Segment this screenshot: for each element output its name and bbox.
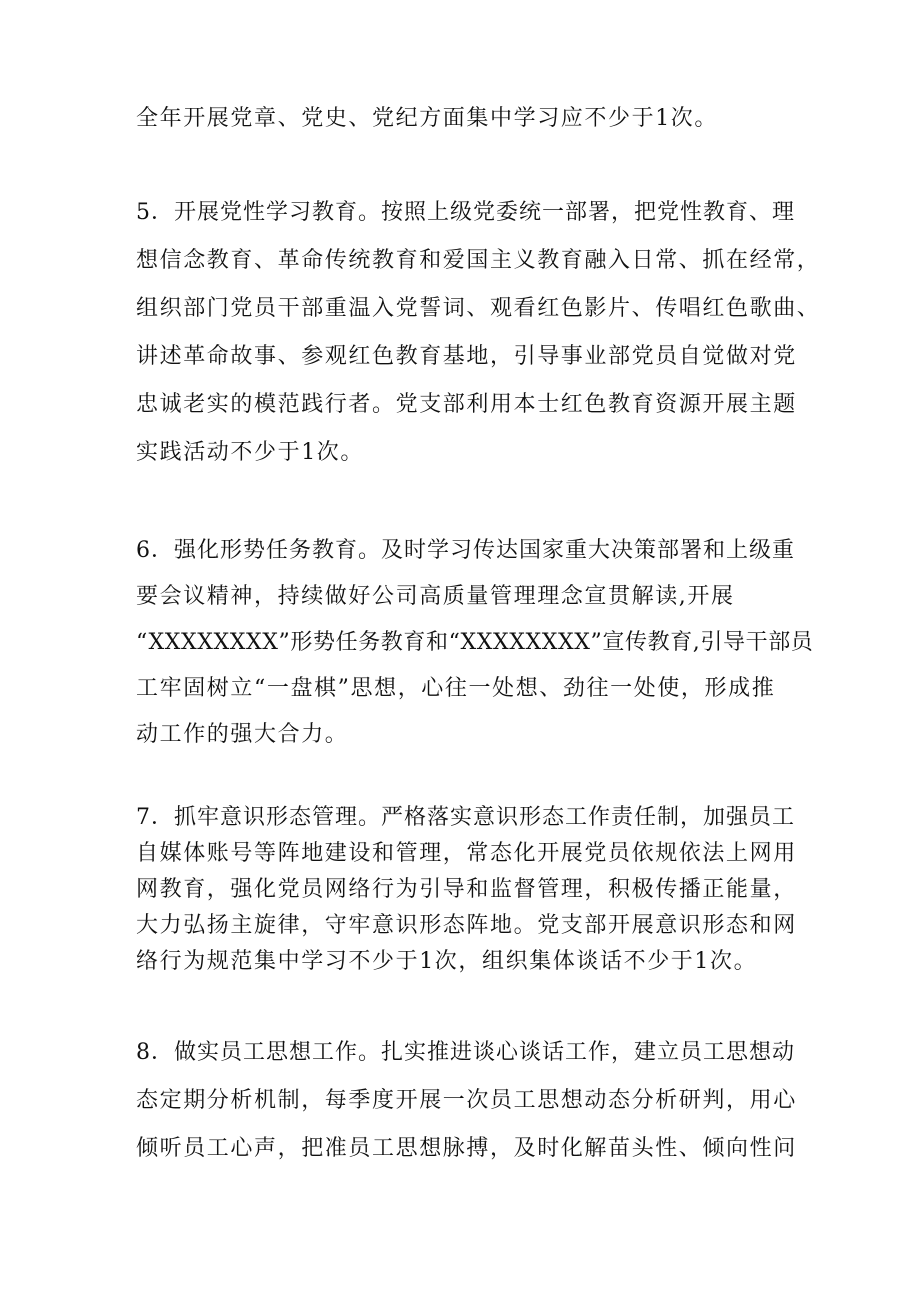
text-line: 忠诚老实的模范践行者。党支部利用本士红色教育资源开展主题 (136, 392, 797, 417)
text-line: 动工作的强大合力。 (136, 722, 349, 747)
text-line: 组织部门党员干部重温入党誓词、观看红色影片、传唱红色歌曲、 (136, 296, 821, 321)
paragraph-item-7 (136, 805, 796, 985)
text-line: 全年开展党章、党史、党纪方面集中学习应不少于1次。 (136, 106, 718, 131)
paragraph-continuation (136, 106, 796, 132)
text-line: 要会议精神，持续做好公司高质量管理理念宣贯解读,开展 (136, 584, 735, 609)
text-line: 实践活动不少于1次。 (136, 440, 364, 465)
text-line: “XXXXXXXX”形势任务教育和“XXXXXXXX”宣传教育,引导干部员 (136, 630, 814, 655)
text-line: 络行为规范集中学习不少于1次，组织集体谈话不少于1次。 (136, 949, 758, 974)
paragraph-item-8 (136, 1040, 796, 1184)
text-line: 工牢固树立“一盘棋”思想，心往一处想、劲往一处使，形成推 (136, 676, 776, 701)
text-line: 5．开展党性学习教育。按照上级党委统一部署，把党性教育、理 (136, 200, 795, 225)
text-line: 7．抓牢意识形态管理。严格落实意识形态工作责任制，加强员工 (136, 805, 795, 830)
text-line: 倾听员工心声，把准员工思想脉搏，及时化解苗头性、倾向性问 (136, 1136, 797, 1161)
text-line: 自媒体账号等阵地建设和管理，常态化开展党员依规依法上网用 (136, 841, 797, 866)
text-line: 讲述革命故事、参观红色教育基地，引导事业部党员自觉做对党 (136, 344, 797, 369)
text-line: 网教育，强化党员网络行为引导和监督管理，积极传播正能量， (136, 877, 797, 902)
text-line: 大力弘扬主旋律，守牢意识形态阵地。党支部开展意识形态和网 (136, 913, 797, 938)
paragraph-item-5 (136, 200, 821, 488)
text-line: 想信念教育、革命传统教育和爱国主义教育融入日常、抓在经常， (136, 248, 821, 273)
text-line: 态定期分析机制，每季度开展一次员工思想动态分析研判，用心 (136, 1088, 797, 1113)
text-line: 8．做实员工思想工作。扎实推进谈心谈话工作，建立员工思想动 (136, 1040, 795, 1065)
paragraph-item-6 (136, 538, 814, 768)
text-line: 6．强化形势任务教育。及时学习传达国家重大决策部署和上级重 (136, 538, 795, 563)
